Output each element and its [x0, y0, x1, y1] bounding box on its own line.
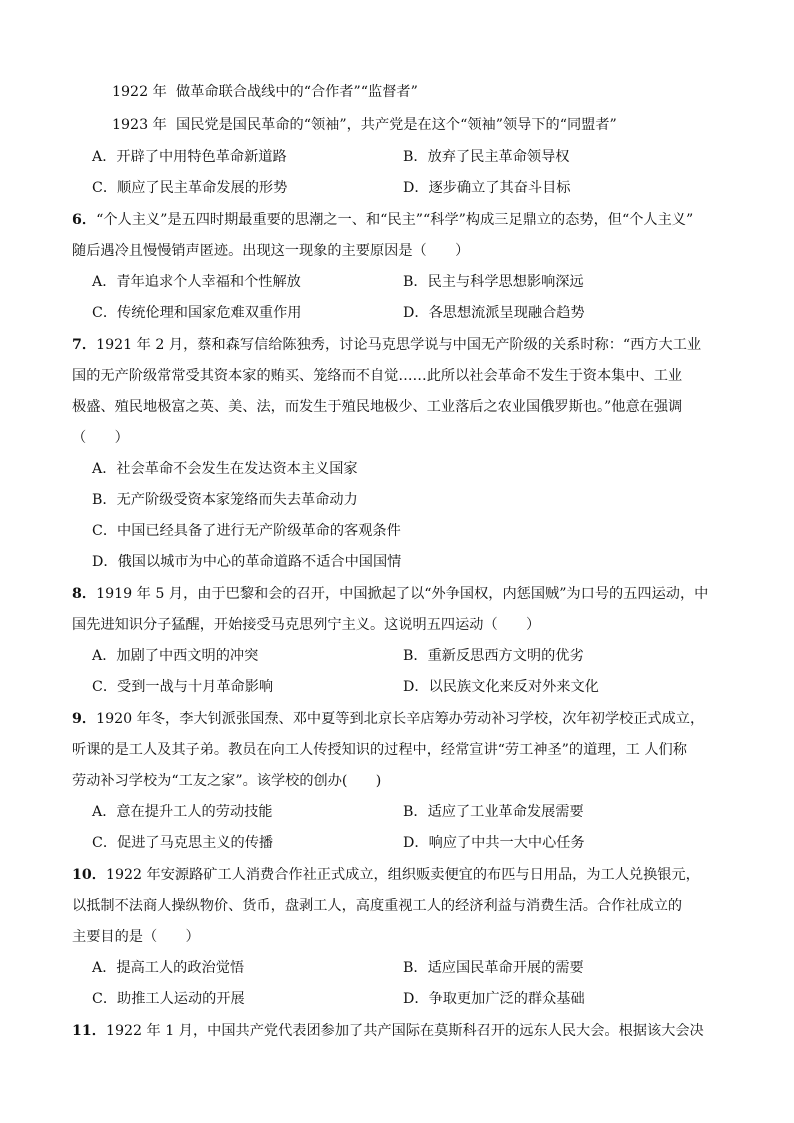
- q10-stem-line: 以抵制不法商人操纵物价、货币，盘剥工人，高度重视工人的经济利益与消费生活。合作社成立的: [72, 898, 683, 914]
- table-year: 1923 年: [112, 117, 167, 133]
- q5-option-d[interactable]: D．逐步确立了其奋斗目标: [403, 180, 571, 196]
- q7-stem-line: 极盛、殖民地极富之英、美、法，而发生于殖民地极少、工业落后之农业国俄罗斯也。”他意在强调: [72, 399, 683, 415]
- q8-stem-line: 国先进知识分子猛醒，开始接受马克思列宁主义。这说明五四运动（ ）: [72, 617, 541, 633]
- q9-stem-line: [72, 709, 722, 729]
- q6-option-b[interactable]: B．民主与科学思想影响深远: [403, 274, 584, 290]
- q8-text: 1919 年 5 月，由于巴黎和会的召开，中国掀起了以“外争国权，内惩国贼”为口号的五四运动，中: [96, 586, 709, 602]
- q11-text: 1922 年 1 月，中国共产党代表团参加了共产国际在莫斯科召开的远东人民大会。根据该大会决: [105, 1023, 704, 1039]
- q9-number: 9．: [72, 711, 97, 727]
- q7-number: 7．: [72, 337, 97, 353]
- q7-option-c[interactable]: C．中国已经具备了进行无产阶级革命的客观条件: [92, 523, 401, 539]
- q8-number: 8．: [72, 586, 97, 602]
- q9-option-b[interactable]: B．适应了工业革命发展需要: [403, 804, 584, 820]
- q6-option-a[interactable]: A．青年追求个人幸福和个性解放: [92, 274, 301, 290]
- q6-text: “个人主义”是五四时期最重要的思潮之一、和“民主”“科学”构成三足鼎立的态势，但“个人主义”: [96, 212, 694, 228]
- q5-option-b[interactable]: B．放弃了民主革命领导权: [403, 149, 570, 165]
- q10-option-c[interactable]: C．助推工人运动的开展: [92, 991, 245, 1007]
- q10-text: 1922 年安源路矿工人消费合作社正式成立，组织贩卖便宜的布匹与日用品，为工人兑换银元，: [105, 867, 700, 883]
- q8-option-d[interactable]: D．以民族文化来反对外来文化: [403, 679, 599, 695]
- q8-stem-line: [72, 584, 722, 604]
- q5-option-c[interactable]: C．顺应了民主革命发展的形势: [92, 180, 288, 196]
- q9-option-c[interactable]: C．促进了马克思主义的传播: [92, 835, 274, 851]
- q7-option-d[interactable]: D．俄国以城市为中心的革命道路不适合中国国情: [92, 554, 402, 570]
- q11-number: 11．: [72, 1023, 106, 1039]
- q6-option-c[interactable]: C．传统伦理和国家危难双重作用: [92, 305, 302, 321]
- q6-option-d[interactable]: D．各思想流派呈现融合趋势: [403, 305, 585, 321]
- table-text: 做革命联合战线中的“合作者”“监督者”: [176, 84, 418, 100]
- table-row: [112, 82, 762, 102]
- q7-stem-line: （ ）: [72, 430, 129, 446]
- q10-stem-line: [72, 865, 722, 885]
- q8-option-b[interactable]: B．重新反思西方文明的优劣: [403, 648, 584, 664]
- table-year: 1922 年: [112, 84, 167, 100]
- q7-option-a[interactable]: A．社会革命不会发生在发达资本主义国家: [92, 461, 358, 477]
- q10-option-d[interactable]: D．争取更加广泛的群众基础: [403, 991, 585, 1007]
- q7-text: 1921 年 2 月，蔡和森写信给陈独秀，讨论马克思学说与中国无产阶级的关系时称：“西方大工业: [96, 337, 702, 353]
- q7-option-b[interactable]: B．无产阶级受资本家笼络而失去革命动力: [92, 492, 358, 508]
- q8-option-c[interactable]: C．受到一战与十月革命影响: [92, 679, 274, 695]
- q6-stem-line: [72, 210, 722, 230]
- q9-stem-line: 听课的是工人及其子弟。教员在向工人传授知识的过程中，经常宣讲“劳工神圣”的道理，工 人们称: [72, 742, 687, 758]
- table-text: 国民党是国民革命的“领袖”，共产党是在这个“领袖”领导下的“同盟者”: [176, 117, 617, 133]
- q10-stem-line: 主要目的是（ ）: [72, 929, 200, 945]
- q10-number: 10．: [72, 867, 106, 883]
- table-row: [112, 115, 762, 135]
- q9-text: 1920 年冬，李大钊派张国焘、邓中夏等到北京长辛店筹办劳动补习学校，次年初学校正式成立，: [96, 711, 705, 727]
- q6-number: 6．: [72, 212, 97, 228]
- q9-option-a[interactable]: A．意在提升工人的劳动技能: [92, 804, 273, 820]
- q5-option-a[interactable]: A．开辟了中用特色革命新道路: [92, 149, 287, 165]
- q9-stem-line: 劳动补习学校为“工友之家”。该学校的创办( ): [72, 773, 382, 789]
- q7-stem-line: 国的无产阶级常常受其资本家的贿买、笼络而不自觉……此所以社会革命不发生于资本集中、工业: [72, 368, 683, 384]
- q10-option-a[interactable]: A．提高工人的政治觉悟: [92, 960, 245, 976]
- q7-stem-line: [72, 335, 722, 355]
- q6-stem-line: 随后遇冷且慢慢销声匿迹。出现这一现象的主要原因是（ ）: [72, 243, 470, 259]
- q10-option-b[interactable]: B．适应国民革命开展的需要: [403, 960, 584, 976]
- q8-option-a[interactable]: A．加剧了中西文明的冲突: [92, 648, 259, 664]
- q9-option-d[interactable]: D．响应了中共一大中心任务: [403, 835, 585, 851]
- q11-stem-line: [72, 1021, 722, 1041]
